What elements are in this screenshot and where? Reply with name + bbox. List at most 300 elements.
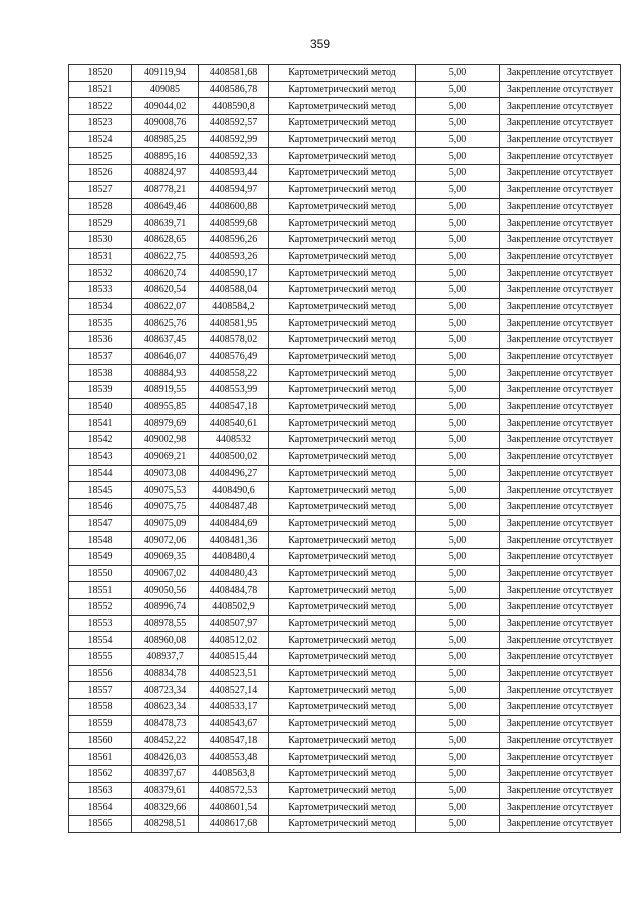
table-row [69, 515, 621, 532]
table-row [69, 615, 621, 632]
point-number-cell: 18531 [69, 248, 132, 265]
y-coordinate-cell: 4408576,49 [199, 348, 269, 365]
accuracy-cell: 5,00 [416, 131, 500, 148]
accuracy-cell: 5,00 [416, 799, 500, 816]
y-coordinate-cell: 4408572,53 [199, 782, 269, 799]
method-cell: Картометрический метод [269, 398, 416, 415]
y-coordinate-cell: 4408481,36 [199, 532, 269, 549]
accuracy-cell: 5,00 [416, 665, 500, 682]
fixing-description-cell: Закрепление отсутствует [500, 298, 621, 315]
x-coordinate-cell: 408834,78 [132, 665, 199, 682]
y-coordinate-cell: 4408553,48 [199, 749, 269, 766]
table-row [69, 749, 621, 766]
accuracy-cell: 5,00 [416, 548, 500, 565]
x-coordinate-cell: 408895,16 [132, 148, 199, 165]
fixing-description-cell: Закрепление отсутствует [500, 815, 621, 832]
table-row [69, 699, 621, 716]
y-coordinate-cell: 4408540,61 [199, 415, 269, 432]
table-row [69, 682, 621, 699]
method-cell: Картометрический метод [269, 65, 416, 82]
accuracy-cell: 5,00 [416, 615, 500, 632]
method-cell: Картометрический метод [269, 548, 416, 565]
y-coordinate-cell: 4408547,18 [199, 398, 269, 415]
y-coordinate-cell: 4408586,78 [199, 81, 269, 98]
y-coordinate-cell: 4408502,9 [199, 599, 269, 616]
x-coordinate-cell: 408620,74 [132, 265, 199, 282]
table-row [69, 98, 621, 115]
fixing-description-cell: Закрепление отсутствует [500, 632, 621, 649]
accuracy-cell: 5,00 [416, 515, 500, 532]
fixing-description-cell: Закрепление отсутствует [500, 81, 621, 98]
method-cell: Картометрический метод [269, 181, 416, 198]
x-coordinate-cell: 409044,02 [132, 98, 199, 115]
x-coordinate-cell: 408978,55 [132, 615, 199, 632]
y-coordinate-cell: 4408547,18 [199, 732, 269, 749]
point-number-cell: 18542 [69, 432, 132, 449]
x-coordinate-cell: 408646,07 [132, 348, 199, 365]
coordinates-table-body [69, 65, 621, 833]
y-coordinate-cell: 4408523,51 [199, 665, 269, 682]
point-number-cell: 18526 [69, 165, 132, 182]
method-cell: Картометрический метод [269, 281, 416, 298]
table-row [69, 532, 621, 549]
method-cell: Картометрический метод [269, 198, 416, 215]
point-number-cell: 18533 [69, 281, 132, 298]
table-row [69, 198, 621, 215]
accuracy-cell: 5,00 [416, 332, 500, 349]
point-number-cell: 18541 [69, 415, 132, 432]
y-coordinate-cell: 4408480,43 [199, 565, 269, 582]
fixing-description-cell: Закрепление отсутствует [500, 432, 621, 449]
fixing-description-cell: Закрепление отсутствует [500, 332, 621, 349]
accuracy-cell: 5,00 [416, 482, 500, 499]
point-number-cell: 18562 [69, 765, 132, 782]
point-number-cell: 18558 [69, 699, 132, 716]
point-number-cell: 18525 [69, 148, 132, 165]
fixing-description-cell: Закрепление отсутствует [500, 415, 621, 432]
point-number-cell: 18536 [69, 332, 132, 349]
table-row [69, 799, 621, 816]
fixing-description-cell: Закрепление отсутствует [500, 682, 621, 699]
point-number-cell: 18537 [69, 348, 132, 365]
table-row [69, 482, 621, 499]
method-cell: Картометрический метод [269, 515, 416, 532]
fixing-description-cell: Закрепление отсутствует [500, 231, 621, 248]
y-coordinate-cell: 4408558,22 [199, 365, 269, 382]
y-coordinate-cell: 4408593,44 [199, 165, 269, 182]
y-coordinate-cell: 4408527,14 [199, 682, 269, 699]
fixing-description-cell: Закрепление отсутствует [500, 515, 621, 532]
accuracy-cell: 5,00 [416, 198, 500, 215]
point-number-cell: 18549 [69, 548, 132, 565]
point-number-cell: 18524 [69, 131, 132, 148]
y-coordinate-cell: 4408590,8 [199, 98, 269, 115]
point-number-cell: 18535 [69, 315, 132, 332]
fixing-description-cell: Закрепление отсутствует [500, 482, 621, 499]
y-coordinate-cell: 4408484,78 [199, 582, 269, 599]
y-coordinate-cell: 4408593,26 [199, 248, 269, 265]
point-number-cell: 18522 [69, 98, 132, 115]
fixing-description-cell: Закрепление отсутствует [500, 749, 621, 766]
y-coordinate-cell: 4408533,17 [199, 699, 269, 716]
fixing-description-cell: Закрепление отсутствует [500, 565, 621, 582]
x-coordinate-cell: 409075,53 [132, 482, 199, 499]
fixing-description-cell: Закрепление отсутствует [500, 248, 621, 265]
method-cell: Картометрический метод [269, 815, 416, 832]
fixing-description-cell: Закрепление отсутствует [500, 599, 621, 616]
point-number-cell: 18552 [69, 599, 132, 616]
table-row [69, 248, 621, 265]
point-number-cell: 18564 [69, 799, 132, 816]
accuracy-cell: 5,00 [416, 382, 500, 399]
x-coordinate-cell: 408298,51 [132, 815, 199, 832]
method-cell: Картометрический метод [269, 448, 416, 465]
method-cell: Картометрический метод [269, 382, 416, 399]
fixing-description-cell: Закрепление отсутствует [500, 465, 621, 482]
point-number-cell: 18559 [69, 715, 132, 732]
table-row [69, 348, 621, 365]
y-coordinate-cell: 4408617,68 [199, 815, 269, 832]
method-cell: Картометрический метод [269, 482, 416, 499]
y-coordinate-cell: 4408515,44 [199, 649, 269, 666]
fixing-description-cell: Закрепление отсутствует [500, 131, 621, 148]
y-coordinate-cell: 4408601,54 [199, 799, 269, 816]
table-row [69, 131, 621, 148]
fixing-description-cell: Закрепление отсутствует [500, 782, 621, 799]
table-row [69, 665, 621, 682]
y-coordinate-cell: 4408578,02 [199, 332, 269, 349]
accuracy-cell: 5,00 [416, 732, 500, 749]
accuracy-cell: 5,00 [416, 265, 500, 282]
y-coordinate-cell: 4408512,02 [199, 632, 269, 649]
point-number-cell: 18523 [69, 115, 132, 132]
accuracy-cell: 5,00 [416, 398, 500, 415]
accuracy-cell: 5,00 [416, 632, 500, 649]
x-coordinate-cell: 408637,45 [132, 332, 199, 349]
table-row [69, 231, 621, 248]
x-coordinate-cell: 408452,22 [132, 732, 199, 749]
point-number-cell: 18554 [69, 632, 132, 649]
fixing-description-cell: Закрепление отсутствует [500, 215, 621, 232]
table-row [69, 215, 621, 232]
y-coordinate-cell: 4408592,99 [199, 131, 269, 148]
table-row [69, 649, 621, 666]
fixing-description-cell: Закрепление отсутствует [500, 715, 621, 732]
x-coordinate-cell: 409075,75 [132, 498, 199, 515]
accuracy-cell: 5,00 [416, 448, 500, 465]
table-row [69, 181, 621, 198]
fixing-description-cell: Закрепление отсутствует [500, 382, 621, 399]
point-number-cell: 18555 [69, 649, 132, 666]
y-coordinate-cell: 4408590,17 [199, 265, 269, 282]
y-coordinate-cell: 4408480,4 [199, 548, 269, 565]
accuracy-cell: 5,00 [416, 165, 500, 182]
fixing-description-cell: Закрепление отсутствует [500, 265, 621, 282]
accuracy-cell: 5,00 [416, 248, 500, 265]
point-number-cell: 18557 [69, 682, 132, 699]
point-number-cell: 18565 [69, 815, 132, 832]
y-coordinate-cell: 4408563,8 [199, 765, 269, 782]
x-coordinate-cell: 408622,75 [132, 248, 199, 265]
accuracy-cell: 5,00 [416, 298, 500, 315]
accuracy-cell: 5,00 [416, 315, 500, 332]
table-row [69, 565, 621, 582]
table-row [69, 298, 621, 315]
fixing-description-cell: Закрепление отсутствует [500, 665, 621, 682]
method-cell: Картометрический метод [269, 765, 416, 782]
table-row [69, 715, 621, 732]
x-coordinate-cell: 409119,94 [132, 65, 199, 82]
table-row [69, 315, 621, 332]
point-number-cell: 18560 [69, 732, 132, 749]
accuracy-cell: 5,00 [416, 348, 500, 365]
fixing-description-cell: Закрепление отсутствует [500, 498, 621, 515]
method-cell: Картометрический метод [269, 348, 416, 365]
method-cell: Картометрический метод [269, 665, 416, 682]
y-coordinate-cell: 4408500,02 [199, 448, 269, 465]
method-cell: Картометрический метод [269, 148, 416, 165]
method-cell: Картометрический метод [269, 315, 416, 332]
table-row [69, 632, 621, 649]
y-coordinate-cell: 4408507,97 [199, 615, 269, 632]
y-coordinate-cell: 4408581,95 [199, 315, 269, 332]
fixing-description-cell: Закрепление отсутствует [500, 448, 621, 465]
x-coordinate-cell: 408960,08 [132, 632, 199, 649]
table-row [69, 398, 621, 415]
y-coordinate-cell: 4408584,2 [199, 298, 269, 315]
point-number-cell: 18550 [69, 565, 132, 582]
table-row [69, 548, 621, 565]
point-number-cell: 18528 [69, 198, 132, 215]
accuracy-cell: 5,00 [416, 498, 500, 515]
method-cell: Картометрический метод [269, 332, 416, 349]
fixing-description-cell: Закрепление отсутствует [500, 649, 621, 666]
fixing-description-cell: Закрепление отсутствует [500, 615, 621, 632]
y-coordinate-cell: 4408490,6 [199, 482, 269, 499]
fixing-description-cell: Закрепление отсутствует [500, 181, 621, 198]
method-cell: Картометрический метод [269, 432, 416, 449]
accuracy-cell: 5,00 [416, 782, 500, 799]
method-cell: Картометрический метод [269, 649, 416, 666]
table-row [69, 765, 621, 782]
method-cell: Картометрический метод [269, 615, 416, 632]
y-coordinate-cell: 4408594,97 [199, 181, 269, 198]
y-coordinate-cell: 4408553,99 [199, 382, 269, 399]
accuracy-cell: 5,00 [416, 815, 500, 832]
point-number-cell: 18545 [69, 482, 132, 499]
y-coordinate-cell: 4408592,33 [199, 148, 269, 165]
point-number-cell: 18546 [69, 498, 132, 515]
accuracy-cell: 5,00 [416, 98, 500, 115]
fixing-description-cell: Закрепление отсутствует [500, 148, 621, 165]
accuracy-cell: 5,00 [416, 415, 500, 432]
x-coordinate-cell: 409069,21 [132, 448, 199, 465]
table-row [69, 432, 621, 449]
fixing-description-cell: Закрепление отсутствует [500, 115, 621, 132]
table-row [69, 415, 621, 432]
point-number-cell: 18548 [69, 532, 132, 549]
x-coordinate-cell: 409050,56 [132, 582, 199, 599]
y-coordinate-cell: 4408596,26 [199, 231, 269, 248]
point-number-cell: 18539 [69, 382, 132, 399]
accuracy-cell: 5,00 [416, 682, 500, 699]
page-number: 359 [309, 37, 331, 51]
x-coordinate-cell: 408620,54 [132, 281, 199, 298]
x-coordinate-cell: 408937,7 [132, 649, 199, 666]
table-row [69, 148, 621, 165]
x-coordinate-cell: 408639,71 [132, 215, 199, 232]
fixing-description-cell: Закрепление отсутствует [500, 398, 621, 415]
table-row [69, 382, 621, 399]
y-coordinate-cell: 4408543,67 [199, 715, 269, 732]
fixing-description-cell: Закрепление отсутствует [500, 281, 621, 298]
point-number-cell: 18521 [69, 81, 132, 98]
accuracy-cell: 5,00 [416, 281, 500, 298]
y-coordinate-cell: 4408592,57 [199, 115, 269, 132]
table-row [69, 281, 621, 298]
fixing-description-cell: Закрепление отсутствует [500, 532, 621, 549]
method-cell: Картометрический метод [269, 231, 416, 248]
x-coordinate-cell: 408884,93 [132, 365, 199, 382]
fixing-description-cell: Закрепление отсутствует [500, 65, 621, 82]
method-cell: Картометрический метод [269, 115, 416, 132]
x-coordinate-cell: 409073,08 [132, 465, 199, 482]
point-number-cell: 18529 [69, 215, 132, 232]
y-coordinate-cell: 4408532 [199, 432, 269, 449]
method-cell: Картометрический метод [269, 81, 416, 98]
x-coordinate-cell: 409069,35 [132, 548, 199, 565]
point-number-cell: 18543 [69, 448, 132, 465]
x-coordinate-cell: 408426,03 [132, 749, 199, 766]
y-coordinate-cell: 4408581,68 [199, 65, 269, 82]
method-cell: Картометрический метод [269, 415, 416, 432]
table-row [69, 732, 621, 749]
method-cell: Картометрический метод [269, 599, 416, 616]
y-coordinate-cell: 4408599,68 [199, 215, 269, 232]
fixing-description-cell: Закрепление отсутствует [500, 732, 621, 749]
point-number-cell: 18527 [69, 181, 132, 198]
x-coordinate-cell: 408985,25 [132, 131, 199, 148]
fixing-description-cell: Закрепление отсутствует [500, 799, 621, 816]
table-row [69, 782, 621, 799]
accuracy-cell: 5,00 [416, 148, 500, 165]
method-cell: Картометрический метод [269, 732, 416, 749]
table-row [69, 599, 621, 616]
y-coordinate-cell: 4408496,27 [199, 465, 269, 482]
accuracy-cell: 5,00 [416, 365, 500, 382]
x-coordinate-cell: 409067,02 [132, 565, 199, 582]
point-number-cell: 18544 [69, 465, 132, 482]
method-cell: Картометрический метод [269, 98, 416, 115]
method-cell: Картометрический метод [269, 365, 416, 382]
table-row [69, 582, 621, 599]
method-cell: Картометрический метод [269, 298, 416, 315]
x-coordinate-cell: 408379,61 [132, 782, 199, 799]
accuracy-cell: 5,00 [416, 715, 500, 732]
x-coordinate-cell: 409085 [132, 81, 199, 98]
table-row [69, 265, 621, 282]
x-coordinate-cell: 408824,97 [132, 165, 199, 182]
method-cell: Картометрический метод [269, 265, 416, 282]
point-number-cell: 18563 [69, 782, 132, 799]
accuracy-cell: 5,00 [416, 181, 500, 198]
x-coordinate-cell: 408996,74 [132, 599, 199, 616]
accuracy-cell: 5,00 [416, 765, 500, 782]
method-cell: Картометрический метод [269, 532, 416, 549]
accuracy-cell: 5,00 [416, 231, 500, 248]
x-coordinate-cell: 408625,76 [132, 315, 199, 332]
fixing-description-cell: Закрепление отсутствует [500, 165, 621, 182]
point-number-cell: 18561 [69, 749, 132, 766]
method-cell: Картометрический метод [269, 715, 416, 732]
fixing-description-cell: Закрепление отсутствует [500, 315, 621, 332]
x-coordinate-cell: 408622,07 [132, 298, 199, 315]
y-coordinate-cell: 4408484,69 [199, 515, 269, 532]
table-row [69, 498, 621, 515]
method-cell: Картометрический метод [269, 248, 416, 265]
x-coordinate-cell: 409075,09 [132, 515, 199, 532]
accuracy-cell: 5,00 [416, 582, 500, 599]
table-row [69, 448, 621, 465]
method-cell: Картометрический метод [269, 799, 416, 816]
x-coordinate-cell: 408623,34 [132, 699, 199, 716]
fixing-description-cell: Закрепление отсутствует [500, 765, 621, 782]
fixing-description-cell: Закрепление отсутствует [500, 548, 621, 565]
method-cell: Картометрический метод [269, 215, 416, 232]
fixing-description-cell: Закрепление отсутствует [500, 699, 621, 716]
method-cell: Картометрический метод [269, 131, 416, 148]
point-number-cell: 18540 [69, 398, 132, 415]
accuracy-cell: 5,00 [416, 65, 500, 82]
method-cell: Картометрический метод [269, 682, 416, 699]
point-number-cell: 18530 [69, 231, 132, 248]
fixing-description-cell: Закрепление отсутствует [500, 98, 621, 115]
accuracy-cell: 5,00 [416, 749, 500, 766]
point-number-cell: 18551 [69, 582, 132, 599]
method-cell: Картометрический метод [269, 782, 416, 799]
point-number-cell: 18520 [69, 65, 132, 82]
point-number-cell: 18538 [69, 365, 132, 382]
point-number-cell: 18534 [69, 298, 132, 315]
fixing-description-cell: Закрепление отсутствует [500, 348, 621, 365]
table-row [69, 65, 621, 82]
accuracy-cell: 5,00 [416, 115, 500, 132]
table-row [69, 81, 621, 98]
x-coordinate-cell: 408478,73 [132, 715, 199, 732]
coordinates-table [68, 64, 621, 833]
accuracy-cell: 5,00 [416, 532, 500, 549]
method-cell: Картометрический метод [269, 699, 416, 716]
x-coordinate-cell: 408778,21 [132, 181, 199, 198]
accuracy-cell: 5,00 [416, 699, 500, 716]
x-coordinate-cell: 408919,55 [132, 382, 199, 399]
table-row [69, 115, 621, 132]
method-cell: Картометрический метод [269, 565, 416, 582]
accuracy-cell: 5,00 [416, 649, 500, 666]
point-number-cell: 18532 [69, 265, 132, 282]
y-coordinate-cell: 4408487,48 [199, 498, 269, 515]
accuracy-cell: 5,00 [416, 81, 500, 98]
x-coordinate-cell: 409008,76 [132, 115, 199, 132]
method-cell: Картометрический метод [269, 582, 416, 599]
x-coordinate-cell: 408723,34 [132, 682, 199, 699]
method-cell: Картометрический метод [269, 632, 416, 649]
x-coordinate-cell: 408649,46 [132, 198, 199, 215]
point-number-cell: 18547 [69, 515, 132, 532]
fixing-description-cell: Закрепление отсутствует [500, 198, 621, 215]
x-coordinate-cell: 408979,69 [132, 415, 199, 432]
table-row [69, 465, 621, 482]
